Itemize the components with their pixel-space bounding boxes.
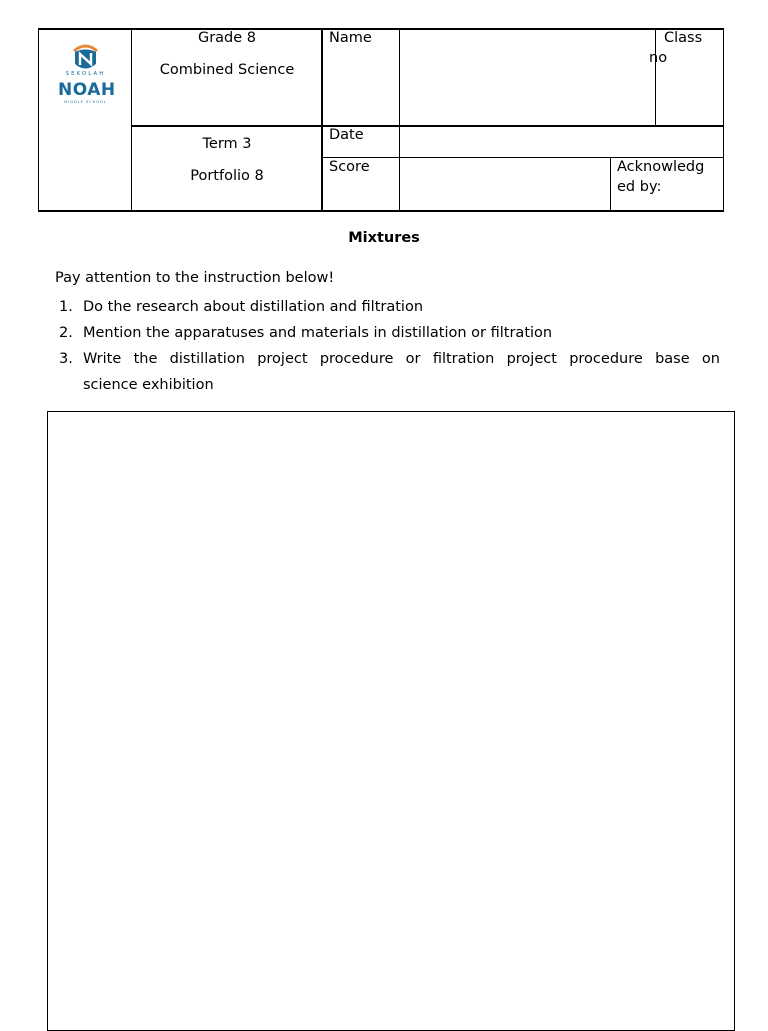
school-logo [40, 30, 131, 126]
logo-emblem-icon [70, 42, 101, 72]
term-label: Term 3 [202, 136, 252, 152]
subject-label: Combined Science [159, 62, 295, 78]
grade-label: Grade 8 [197, 30, 257, 46]
acknowledged-label-line2: ed by: [617, 179, 662, 195]
acknowledged-label-line1: Acknowledg [617, 159, 705, 175]
logo-sub-text: MIDDLE SCHOOL [64, 100, 107, 104]
instructions-intro: Pay attention to the instruction below! [55, 270, 335, 286]
instruction-text-continued: science exhibition [83, 377, 214, 393]
instruction-list [55, 294, 720, 398]
class-label-line2: no [649, 50, 668, 66]
date-field[interactable] [400, 127, 723, 157]
score-field[interactable] [400, 158, 610, 210]
score-label: Score [329, 159, 370, 175]
instruction-text: Mention the apparatuses and materials in distillation or filtration [83, 325, 553, 341]
instruction-text: Do the research about distillation and filtration [83, 299, 424, 315]
worksheet-title: Mixtures [348, 230, 420, 246]
logo-top-text: SEKOLAH [65, 71, 106, 77]
instruction-number: 1. [59, 299, 73, 315]
date-label: Date [329, 127, 364, 143]
instruction-number: 3. [59, 351, 73, 367]
class-label-line1: Class [664, 30, 703, 46]
instruction-item [55, 320, 720, 346]
class-no-field[interactable] [656, 70, 723, 125]
name-field[interactable] [400, 30, 655, 125]
instruction-number: 2. [59, 325, 73, 341]
instruction-text: Write the distillation project procedure or filtration project procedure base on [83, 351, 720, 367]
instruction-item [55, 294, 720, 320]
instruction-item [55, 346, 720, 398]
name-label: Name [329, 30, 372, 46]
portfolio-label: Portfolio 8 [190, 168, 264, 184]
answer-box[interactable] [47, 411, 735, 1031]
logo-main-text: NOAH [58, 80, 116, 100]
